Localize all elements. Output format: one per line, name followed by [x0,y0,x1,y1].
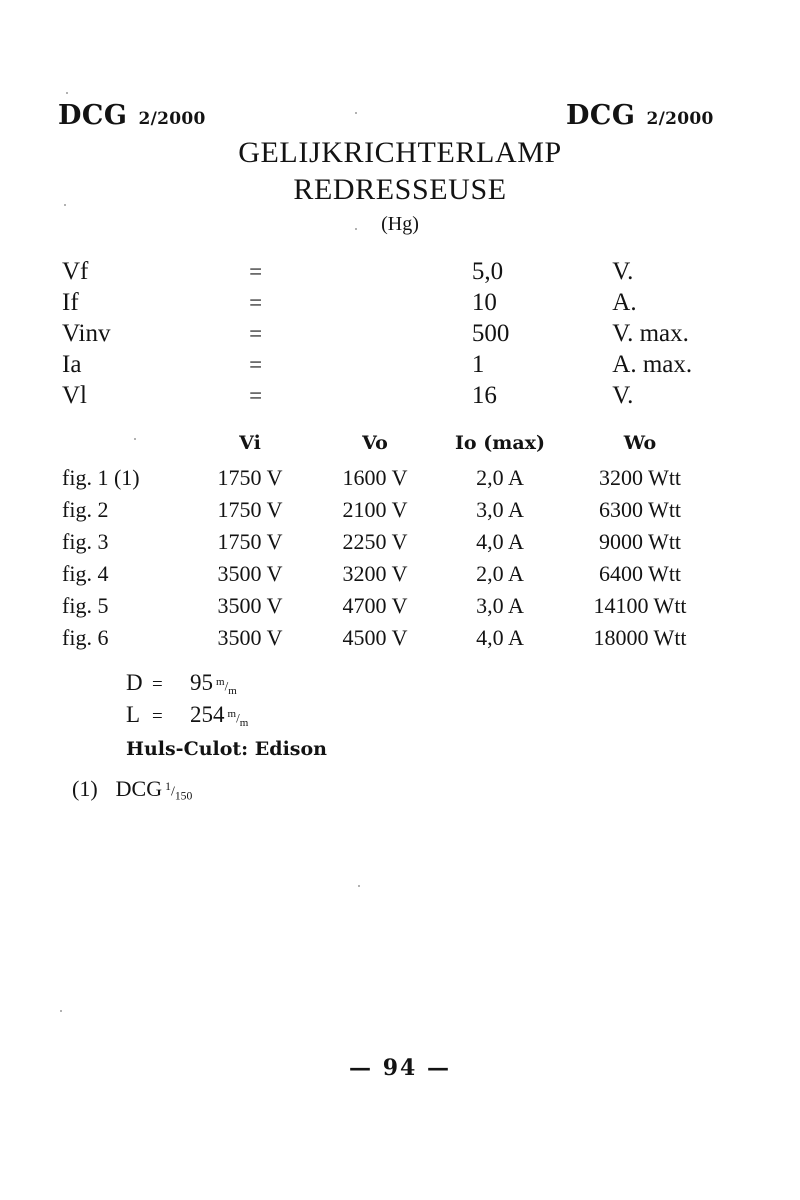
cell-wo: 6400 Wtt [598,561,682,586]
header-right-code: DCG [566,100,636,131]
spec-unit: V. [612,382,634,409]
spec-row [62,320,762,351]
spec-symbol: If [62,289,79,316]
spec-value: 16 [471,382,497,409]
spec-symbol: Vf [62,258,89,285]
spec-equals: = [249,259,263,284]
cell-io: 3,0 A [476,593,524,618]
spec-equals: = [249,383,263,408]
spec-value: 5,0 [471,258,504,285]
header-left-number: 2/2000 [138,109,206,129]
cell-io: 4,0 A [476,625,524,650]
spec-row [62,382,762,413]
cell-vo: 3200 V [342,561,408,586]
column-header-vo: Vo [362,432,388,454]
dimension-value: 95 [190,670,213,695]
cell-vi: 1750 V [217,465,283,490]
cell-fig: fig. 3 [62,529,109,554]
spec-equals: = [249,352,263,377]
footnote-denominator: 150 [174,789,193,803]
spec-equals: = [249,321,263,346]
unit-numerator: m [216,675,225,688]
cell-fig: fig. 4 [62,561,109,586]
cell-vo: 2250 V [342,529,408,554]
footnote-numerator: 1 [165,780,171,794]
dimension-label: D [126,670,143,695]
scan-speck [60,1010,62,1012]
dimension-row [126,702,248,734]
cell-fig: fig. 5 [62,593,109,618]
footnote [72,776,192,803]
dimension-row [126,670,248,702]
spec-unit: V. max. [612,320,689,347]
cell-vi: 3500 V [217,625,283,650]
footnote-text: DCG [115,776,163,801]
cell-wo: 18000 Wtt [593,625,687,650]
spec-value: 1 [471,351,485,378]
footnote-fraction: $^1/_{150}$ [165,780,193,803]
cell-vo: 1600 V [342,465,408,490]
cell-wo: 9000 Wtt [598,529,682,554]
cell-vi: 3500 V [217,561,283,586]
spec-row [62,289,762,320]
cell-vi: 1750 V [217,529,283,554]
scan-speck [66,92,68,94]
page-number: — 94 — [349,1055,451,1081]
spec-unit: A. [612,289,637,316]
unit-denominator: m [239,716,249,729]
column-header-fig [62,432,190,465]
table-row [62,529,762,561]
specifications-list [62,258,762,413]
spec-unit: V. [612,258,634,285]
dimension-equals: = [152,706,163,727]
cell-io: 4,0 A [476,529,524,554]
cell-vi: 1750 V [217,497,283,522]
cell-fig: fig. 6 [62,625,109,650]
socket-type: Huls-Culot: Edison [126,738,327,760]
table-row [62,625,762,657]
spec-unit: A. max. [612,351,693,378]
table-header-row [62,432,762,465]
spec-equals: = [249,290,263,315]
scan-speck [358,885,360,887]
spec-row [62,351,762,382]
cell-io: 3,0 A [476,497,524,522]
page-title-note: (Hg) [381,213,419,235]
page-subtitle: REDRESSEUSE [293,173,507,206]
scan-speck [355,112,357,114]
cell-vo: 4700 V [342,593,408,618]
cell-vi: 3500 V [217,593,283,618]
column-header-wo: Wo [623,432,657,454]
cell-wo: 14100 Wtt [593,593,687,618]
cell-io: 2,0 A [476,465,524,490]
page-title: GELIJKRICHTERLAMP [238,136,562,169]
dimension-value: 254 [190,702,225,727]
cell-vo: 2100 V [342,497,408,522]
cell-io: 2,0 A [476,561,524,586]
header-right [566,100,714,131]
cell-wo: 6300 Wtt [598,497,682,522]
dimension-equals: = [152,674,163,695]
ratings-table [62,432,762,657]
spec-value: 10 [471,289,497,316]
dimension-unit: $^m/_m$ [227,707,249,729]
column-header-vi: Vi [239,432,261,454]
footnote-marker: (1) [72,776,98,801]
table-row [62,465,762,497]
spec-symbol: Vl [62,382,87,409]
dimensions-block [126,670,248,734]
column-header-io: Io (max) [455,432,545,454]
dimension-unit: $^m/_m$ [216,675,237,697]
spec-value: 500 [471,320,510,347]
table-row [62,497,762,529]
unit-numerator: m [227,707,237,720]
header-left-code: DCG [58,100,128,131]
spec-symbol: Ia [62,351,82,378]
table-row [62,593,762,625]
dimension-label: L [126,702,141,727]
cell-wo: 3200 Wtt [598,465,682,490]
spec-symbol: Vinv [62,320,111,347]
spec-row [62,258,762,289]
cell-vo: 4500 V [342,625,408,650]
cell-fig: fig. 1 (1) [62,465,140,490]
unit-denominator: m [228,684,237,697]
header-left [58,100,206,131]
cell-fig: fig. 2 [62,497,109,522]
header-right-number: 2/2000 [646,109,714,129]
table-row [62,561,762,593]
